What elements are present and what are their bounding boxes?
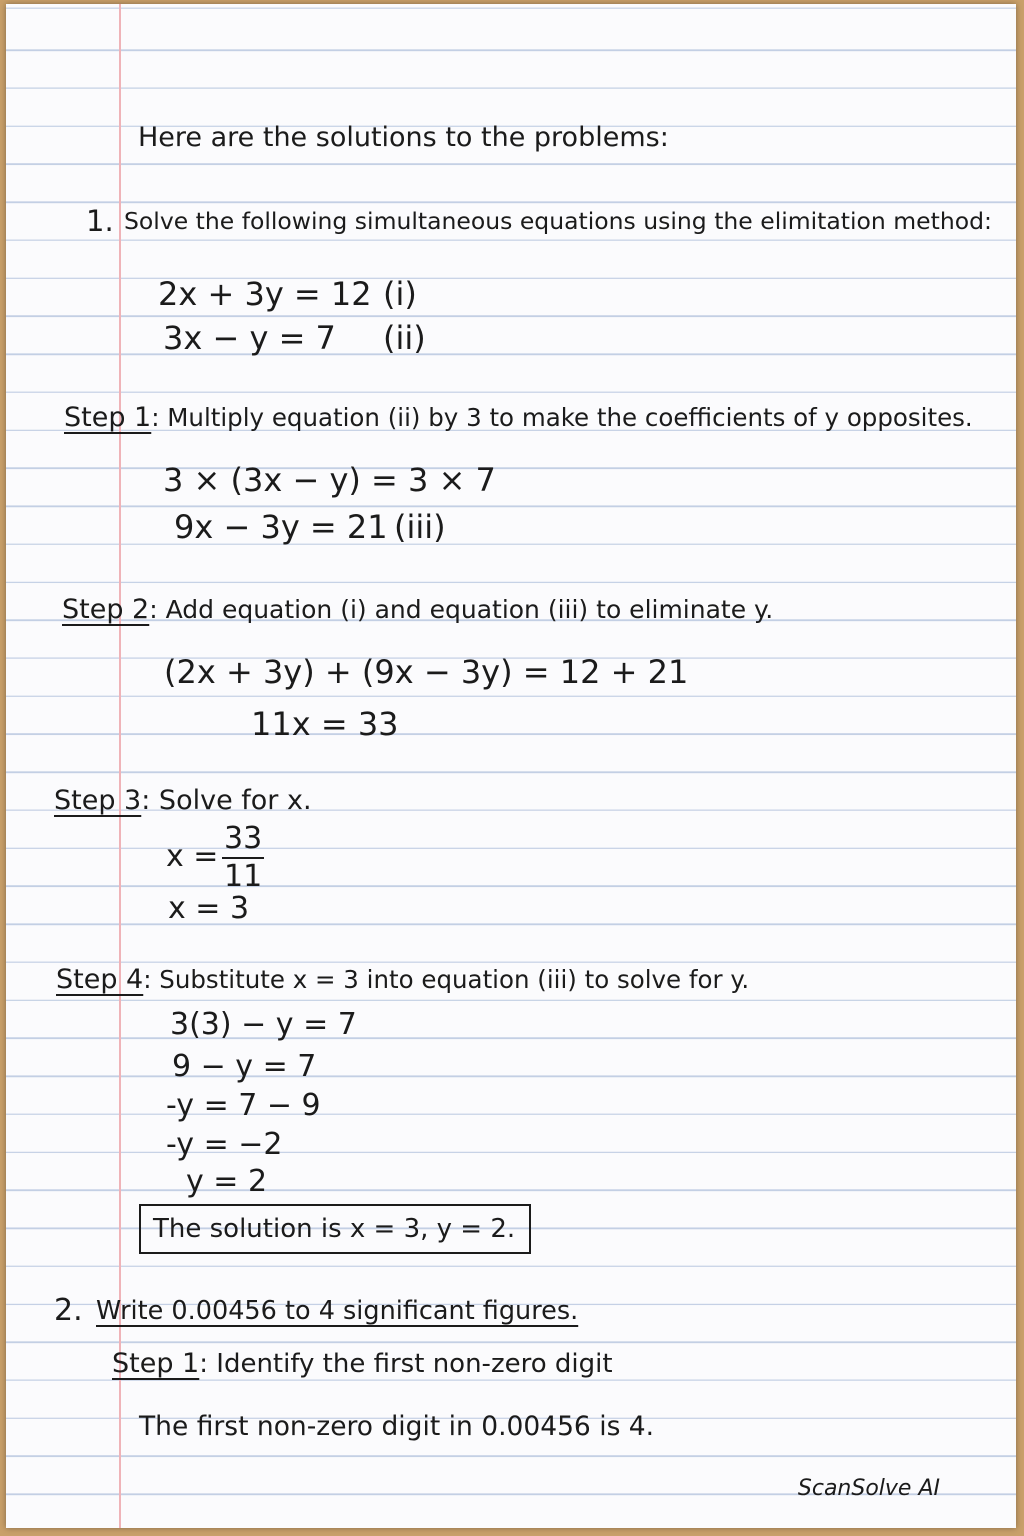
problem-1-prompt: Solve the following simultaneous equations using the elimitation method: (124, 207, 992, 235)
step-4-line-4: -y = −2 (166, 1127, 283, 1162)
problem-2-step-1-label: Step 1 (112, 1348, 200, 1379)
problem-1-number: 1. (86, 204, 114, 238)
step-4-line-3: -y = 7 − 9 (166, 1088, 321, 1123)
step-1-line-2: 9x − 3y = 21 (174, 508, 388, 546)
problem-2-prompt: Write 0.00456 to 4 significant figures. (96, 1296, 579, 1326)
step-4-label: Step 4 (56, 964, 144, 995)
step-2-line-2: 11x = 33 (251, 705, 399, 743)
equation-2: 3x − y = 7 (163, 319, 336, 357)
step-2-text: : Add equation (i) and equation (iii) to eliminate y. (149, 595, 774, 624)
answer-text: The solution is x = 3, y = 2. (153, 1214, 516, 1244)
brand-watermark: ScanSolve AI (797, 1476, 940, 1501)
step-2-label: Step 2 (62, 594, 150, 625)
fraction-numerator: 33 (222, 824, 264, 859)
problem-2-step-1-line: The first non-zero digit in 0.00456 is 4. (139, 1411, 655, 1442)
answer-box (139, 1204, 531, 1254)
step-4-line-5: y = 2 (186, 1164, 268, 1199)
problem-2-number: 2. (54, 1293, 83, 1328)
step-1-label: Step 1 (64, 402, 152, 433)
step-4-line-1: 3(3) − y = 7 (170, 1007, 357, 1042)
step-3-fraction-lhs: x = (166, 839, 219, 874)
intro-text: Here are the solutions to the problems: (138, 122, 669, 153)
fraction-denominator: 11 (224, 859, 263, 894)
step-1-tag: (iii) (394, 508, 446, 546)
step-3-text: : Solve for x. (141, 785, 312, 816)
equation-1-tag: (i) (383, 275, 417, 313)
notebook-page (6, 4, 1016, 1528)
step-1-line-1: 3 × (3x − y) = 3 × 7 (163, 461, 496, 499)
step-4-line-2: 9 − y = 7 (172, 1049, 317, 1084)
step-3-label: Step 3 (54, 785, 142, 816)
step-2-line-1: (2x + 3y) + (9x − 3y) = 12 + 21 (164, 653, 689, 691)
equation-1: 2x + 3y = 12 (158, 275, 372, 313)
problem-2-step-1-text: : Identify the first non-zero digit (199, 1349, 613, 1379)
step-1-text: : Multiply equation (ii) by 3 to make the coefficients of y opposites. (151, 403, 973, 432)
equation-2-tag: (ii) (383, 319, 426, 357)
step-3-fraction (222, 821, 264, 894)
step-3-result: x = 3 (168, 891, 250, 926)
step-4-text: : Substitute x = 3 into equation (iii) to solve for y. (143, 965, 750, 994)
